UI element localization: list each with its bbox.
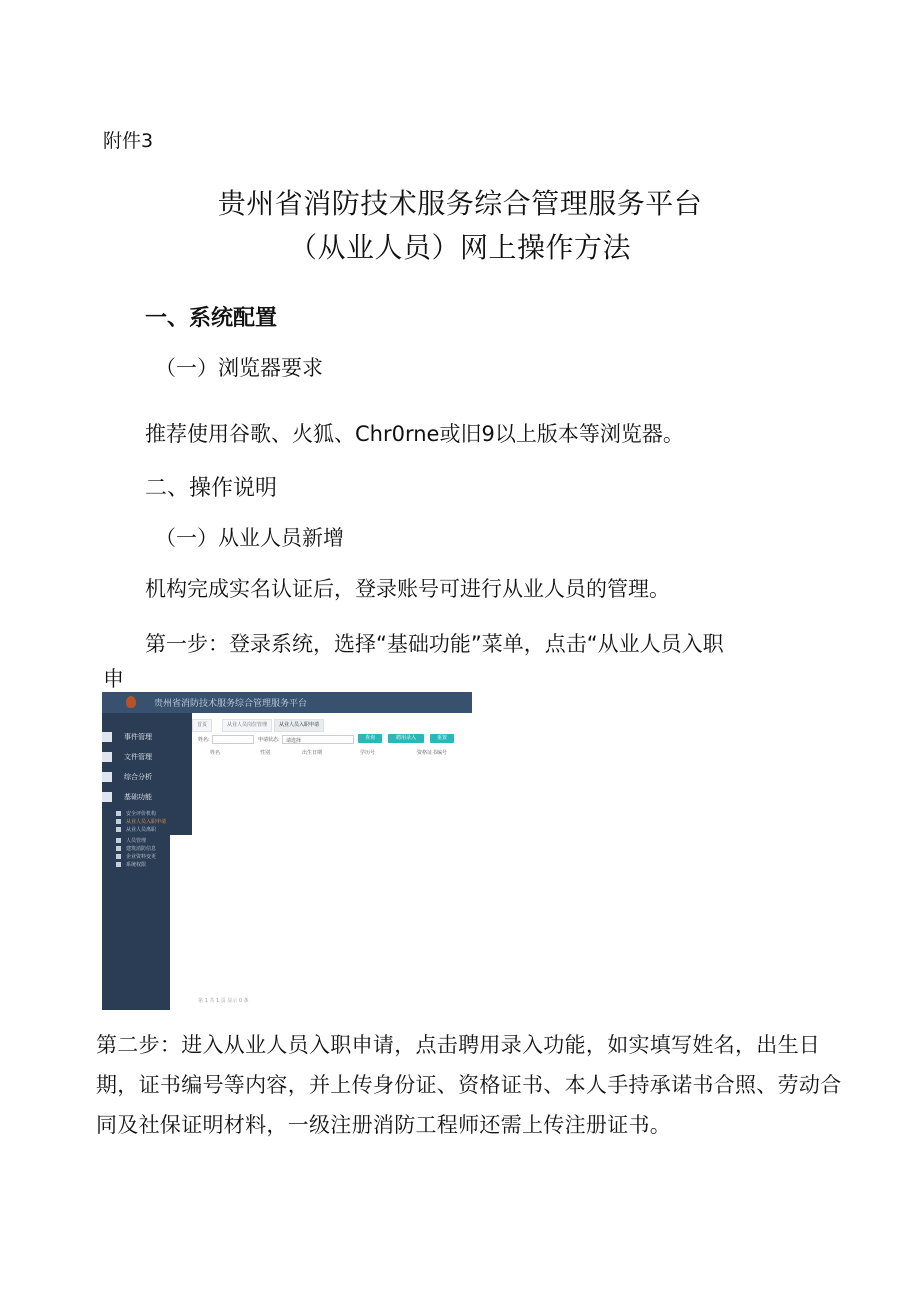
sidebar-strip	[170, 713, 192, 835]
search-button[interactable]: 查询	[358, 734, 382, 743]
submenu-item[interactable]: 安全评价机构	[116, 810, 156, 817]
name-input[interactable]	[212, 735, 254, 744]
hire-entry-button[interactable]: 聘用录入	[388, 734, 424, 743]
tab-home[interactable]: 首页	[192, 719, 212, 732]
submenu-item[interactable]: 企业资料变更	[116, 853, 156, 860]
tab-staff-post[interactable]: 从业人员岗位管理	[222, 719, 272, 732]
screenshot-topbar	[102, 692, 472, 713]
table-header-birthdate: 出生日期	[302, 750, 323, 756]
tab-staff-onboarding[interactable]: 从业人员入职申请	[274, 719, 324, 732]
status-select[interactable]	[282, 735, 354, 744]
list-icon	[116, 811, 121, 816]
list-icon	[116, 827, 121, 832]
submenu-item[interactable]: 从业人员离职	[116, 826, 156, 833]
submenu-item[interactable]: 人员管理	[116, 837, 146, 844]
list-icon	[116, 838, 121, 843]
system-screenshot	[102, 692, 472, 1010]
system-title: 贵州省消防技术服务综合管理服务平台	[154, 699, 308, 709]
document-icon	[102, 732, 112, 742]
menu-item-basic[interactable]: 基础功能	[102, 792, 152, 802]
doc-title-line1: 贵州省消防技术服务综合管理服务平台	[217, 187, 703, 220]
menu-item-events[interactable]: 事件管理	[102, 732, 152, 742]
section-system-config: 一、系统配置	[145, 306, 278, 331]
chart-icon	[102, 772, 112, 782]
subsection-browser: （一）浏览器要求	[155, 356, 323, 380]
table-header-edu: 学历号	[360, 750, 376, 756]
table-header-cert: 资格证书编号	[417, 750, 448, 756]
reset-button[interactable]: 重置	[430, 734, 454, 743]
menu-item-files[interactable]: 文件管理	[102, 752, 152, 762]
folder-icon	[102, 752, 112, 762]
section-operation: 二、操作说明	[145, 476, 278, 501]
filter-name-label: 姓名:	[198, 737, 210, 743]
menu-item-analysis[interactable]: 综合分析	[102, 772, 152, 782]
step1-paragraph: 第一步：登录系统，选择“基础功能”菜单，点击“从业人员入职	[145, 632, 724, 656]
filter-status-label: 申请状态:	[258, 737, 280, 743]
attachment-label: 附件3	[103, 130, 154, 152]
wrench-icon	[102, 792, 112, 802]
step2-paragraph: 第二步：进入从业人员入职申请，点击聘用录入功能，如实填写姓名，出生日期，证书编号等内容，并上传身份证、资格证书、本人手持承诺书合照、劳动合同及社保证明材料，一级注册消防工程师还需上传注册证书。	[96, 1033, 842, 1137]
submenu-item[interactable]: 建筑消防信息	[116, 845, 156, 852]
list-icon	[116, 854, 121, 859]
list-icon	[116, 819, 121, 824]
subsection-new-staff: （一）从业人员新增	[155, 526, 344, 550]
doc-title-line2: （从业人员）网上操作方法	[288, 231, 631, 264]
list-icon	[116, 846, 121, 851]
table-header-gender: 性别	[260, 750, 271, 756]
user-icon	[116, 862, 121, 867]
status-select-value: 请选择	[286, 738, 302, 744]
org-paragraph: 机构完成实名认证后，登录账号可进行从业人员的管理。	[145, 577, 670, 601]
browser-paragraph: 推荐使用谷歌、火狐、Chr0rne或旧9以上版本等浏览器。	[145, 422, 684, 446]
pagination[interactable]: 第 1 共 1 页 显示 0 条	[198, 998, 249, 1004]
table-header-name: 姓名	[210, 750, 221, 756]
submenu-item-onboarding[interactable]: 从业人员入职申请	[116, 818, 166, 825]
step1-paragraph-cont: 申	[103, 668, 124, 690]
submenu-item[interactable]: 系统权限	[116, 861, 146, 868]
emblem-icon	[126, 696, 136, 708]
